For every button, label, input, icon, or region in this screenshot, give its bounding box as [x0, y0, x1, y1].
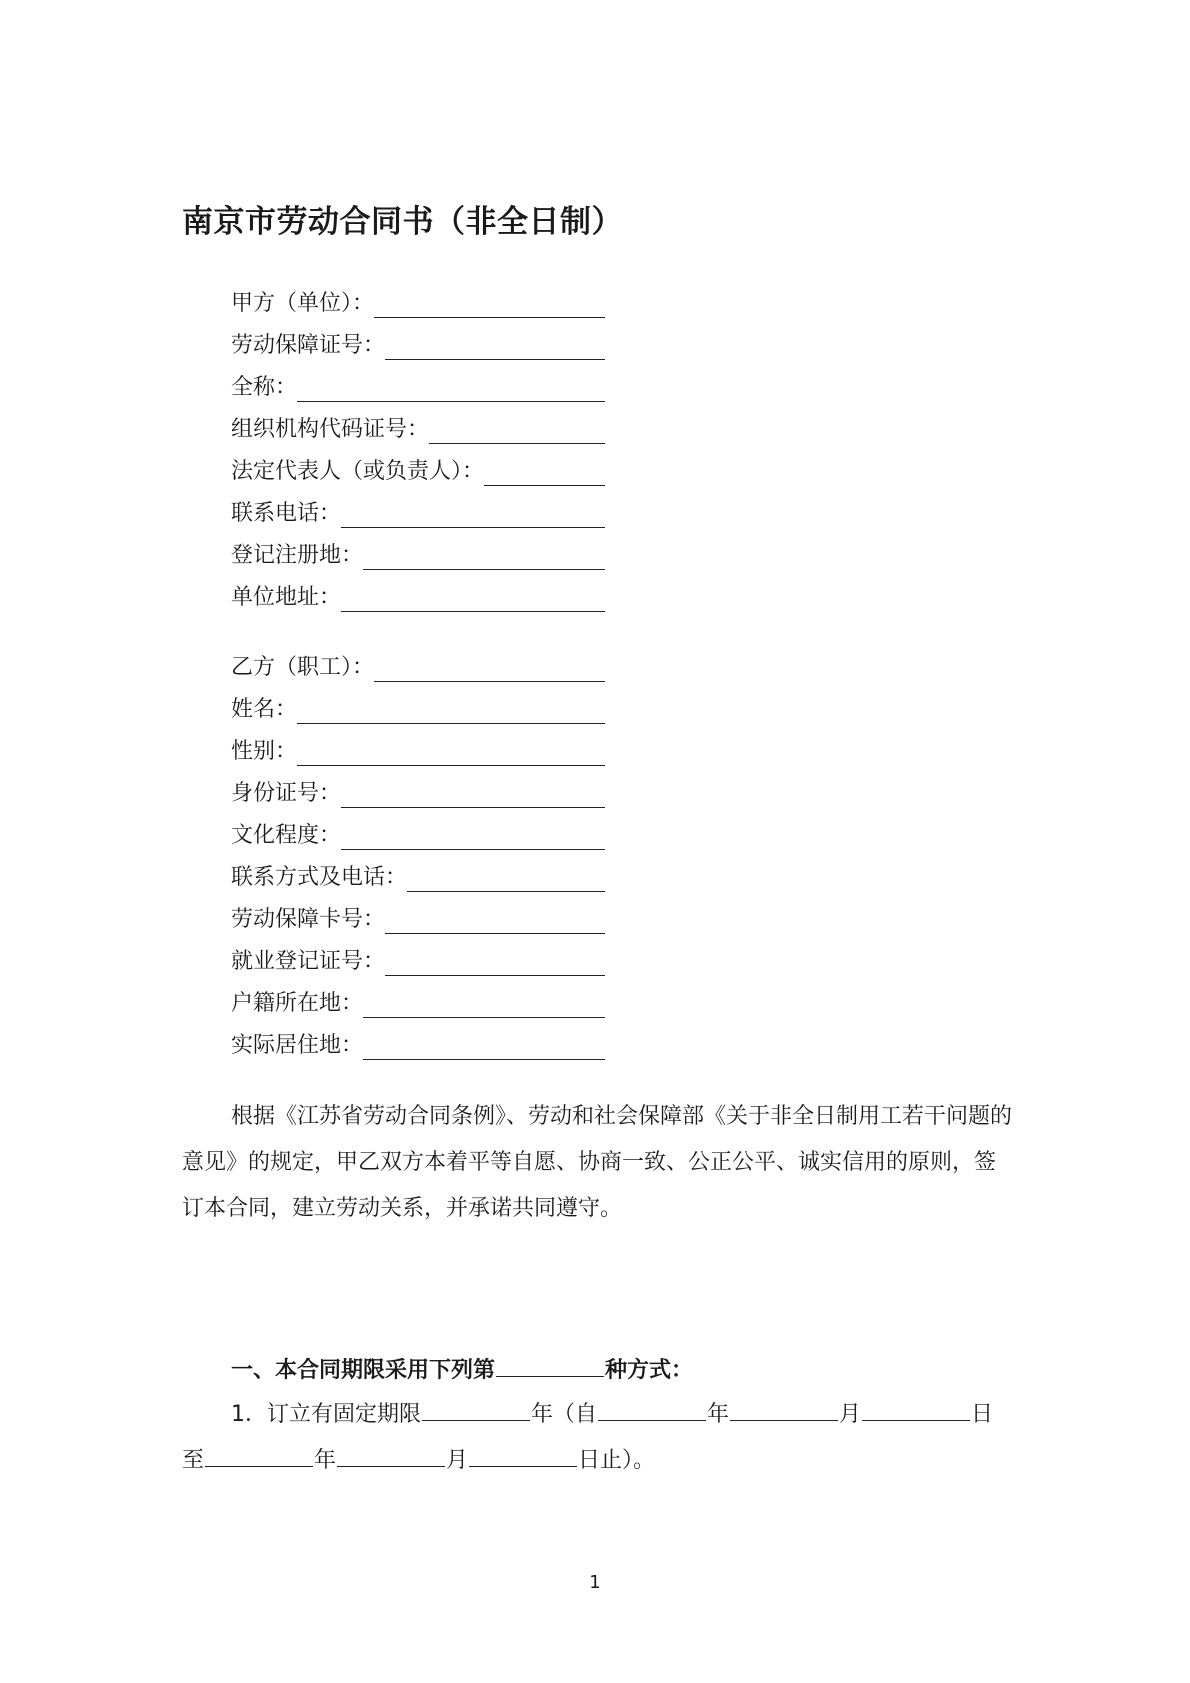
field-label: 性别：	[231, 739, 298, 764]
term-item-1-line1	[231, 1396, 1061, 1433]
employment-cert-field[interactable]	[231, 944, 605, 980]
fill-line[interactable]	[341, 781, 605, 808]
field-label: 实际居住地：	[231, 1033, 364, 1058]
fill-line[interactable]	[297, 375, 605, 402]
term-text: 年（自	[531, 1402, 598, 1427]
term-text: 日止）。	[578, 1448, 656, 1473]
start-day-blank[interactable]	[862, 1396, 970, 1421]
field-label: 甲方（单位）：	[231, 291, 375, 316]
fill-line[interactable]	[341, 501, 605, 528]
section-1-heading	[231, 1352, 693, 1389]
household-registration-field[interactable]	[231, 986, 605, 1022]
gender-field[interactable]	[231, 734, 605, 770]
party-a-unit-field[interactable]	[231, 286, 605, 322]
term-text: 年	[707, 1402, 730, 1427]
party-b-employee-field[interactable]	[231, 650, 605, 686]
term-text: 月	[446, 1448, 469, 1473]
end-year-blank[interactable]	[205, 1442, 313, 1467]
fill-line[interactable]	[297, 739, 605, 766]
fill-line[interactable]	[341, 585, 605, 612]
field-label: 全称：	[231, 375, 298, 400]
field-label: 登记注册地：	[231, 543, 364, 568]
org-code-field[interactable]	[231, 412, 605, 448]
intro-paragraph: 根据《江苏省劳动合同条例》、劳动和社会保障部《关于非全日制用工若干问题的意见》的规定，甲乙双方本着平等自愿、协商一致、公正公平、诚实信用的原则，签订本合同，建立劳动关系，并承诺共同遵守。	[182, 1104, 1013, 1221]
document-title: 南京市劳动合同书（非全日制）	[182, 204, 623, 240]
years-blank[interactable]	[422, 1396, 530, 1421]
contact-phone-field[interactable]	[231, 860, 605, 896]
fill-line[interactable]	[374, 291, 605, 318]
term-text: 至	[182, 1448, 205, 1473]
end-day-blank[interactable]	[469, 1442, 577, 1467]
field-label: 就业登记证号：	[231, 949, 386, 974]
fill-line[interactable]	[429, 417, 605, 444]
fill-line[interactable]	[374, 655, 605, 682]
field-label: 联系电话：	[231, 501, 342, 526]
actual-residence-field[interactable]	[231, 1028, 605, 1064]
labor-security-card-field[interactable]	[231, 902, 605, 938]
labor-security-cert-field[interactable]	[231, 328, 605, 364]
term-text: 年	[314, 1448, 337, 1473]
option-blank[interactable]	[496, 1352, 604, 1377]
field-label: 乙方（职工）：	[231, 655, 375, 680]
field-label: 文化程度：	[231, 823, 342, 848]
fill-line[interactable]	[407, 865, 605, 892]
field-label: 劳动保障证号：	[231, 333, 386, 358]
heading-text: 一、本合同期限采用下列第	[231, 1358, 496, 1383]
field-label: 联系方式及电话：	[231, 865, 408, 890]
fill-line[interactable]	[385, 907, 605, 934]
field-label: 姓名：	[231, 697, 298, 722]
field-label: 劳动保障卡号：	[231, 907, 386, 932]
term-item-1-line2	[182, 1442, 1012, 1479]
term-text: 1．订立有固定期限	[231, 1402, 421, 1427]
registration-place-field[interactable]	[231, 538, 605, 574]
field-label: 法定代表人（或负责人）：	[231, 459, 485, 484]
full-name-field[interactable]	[231, 370, 605, 406]
heading-text-end: 种方式：	[605, 1358, 694, 1383]
education-field[interactable]	[231, 818, 605, 854]
field-label: 单位地址：	[231, 585, 342, 610]
fill-line[interactable]	[341, 823, 605, 850]
legal-rep-field[interactable]	[231, 454, 605, 490]
name-field[interactable]	[231, 692, 605, 728]
fill-line[interactable]	[385, 949, 605, 976]
fill-line[interactable]	[363, 543, 605, 570]
end-month-blank[interactable]	[337, 1442, 445, 1467]
fill-line[interactable]	[363, 1033, 605, 1060]
fill-line[interactable]	[297, 697, 605, 724]
term-text: 日	[971, 1402, 994, 1427]
term-text: 月	[839, 1402, 862, 1427]
unit-phone-field[interactable]	[231, 496, 605, 532]
field-label: 组织机构代码证号：	[231, 417, 430, 442]
start-month-blank[interactable]	[730, 1396, 838, 1421]
fill-line[interactable]	[484, 459, 605, 486]
id-number-field[interactable]	[231, 776, 605, 812]
start-year-blank[interactable]	[598, 1396, 706, 1421]
fill-line[interactable]	[385, 333, 605, 360]
field-label: 户籍所在地：	[231, 991, 364, 1016]
unit-address-field[interactable]	[231, 580, 605, 616]
field-label: 身份证号：	[231, 781, 342, 806]
fill-line[interactable]	[363, 991, 605, 1018]
page-number: 1	[589, 1572, 601, 1593]
